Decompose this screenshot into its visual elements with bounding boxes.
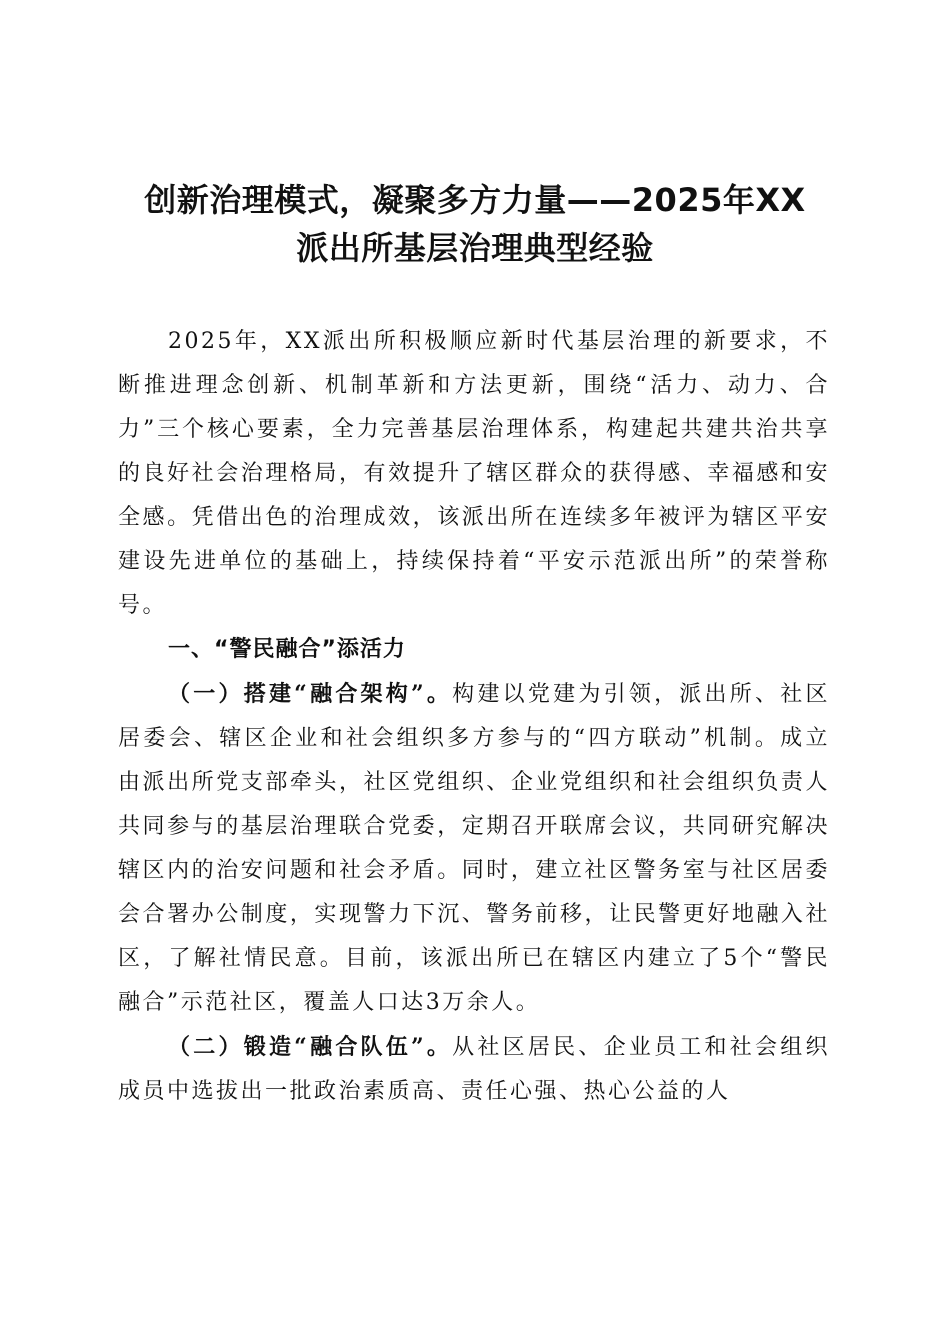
subsection-2-paragraph xyxy=(118,1025,830,1114)
title-line-1: 创新治理模式，凝聚多方力量——2025年XX xyxy=(144,181,806,219)
title-line-2: 派出所基层治理典型经验 xyxy=(296,229,654,267)
subsection-1-paragraph xyxy=(118,672,830,1025)
subsection-2-body: 从社区居民、企业员工和社会组织成员中选拔出一批政治素质高、责任心强、热心公益的人 xyxy=(118,1035,830,1104)
subsection-1-lead: （一）搭建“融合架构”。 xyxy=(168,681,453,707)
section-heading-1: 一、“警民融合”添活力 xyxy=(168,637,406,662)
intro-paragraph: 2025年，XX派出所积极顺应新时代基层治理的新要求，不断推进理念创新、机制革新和方法更新，围绕“活力、动力、合力”三个核心要素，全力完善基层治理体系，构建起共建共治共享的良好社会治理格局，有效提升了辖区群众的获得感、幸福感和安全感。凭借出色的治理成效，该派出所在连续多年被评为辖区平安建设先进单位的基础上，持续保持着“平安示范派出所”的荣誉称号。 xyxy=(118,329,830,618)
subsection-1-body: 构建以党建为引领，派出所、社区居委会、辖区企业和社会组织多方参与的“四方联动”机制。成立由派出所党支部牵头，社区党组织、企业党组织和社会组织负责人共同参与的基层治理联合党委，定期召开联席会议，共同研究解决辖区内的治安问题和社会矛盾。同时，建立社区警务室与社区居委会合署办公制度，实现警力下沉、警务前移，让民警更好地融入社区，了解社情民意。目前，该派出所已在辖区内建立了5个“警民融合”示范社区，覆盖人口达3万余人。 xyxy=(118,682,830,1015)
document-body xyxy=(118,320,830,1114)
document-title xyxy=(100,176,850,272)
subsection-2-lead: （二）锻造“融合队伍”。 xyxy=(168,1034,453,1060)
